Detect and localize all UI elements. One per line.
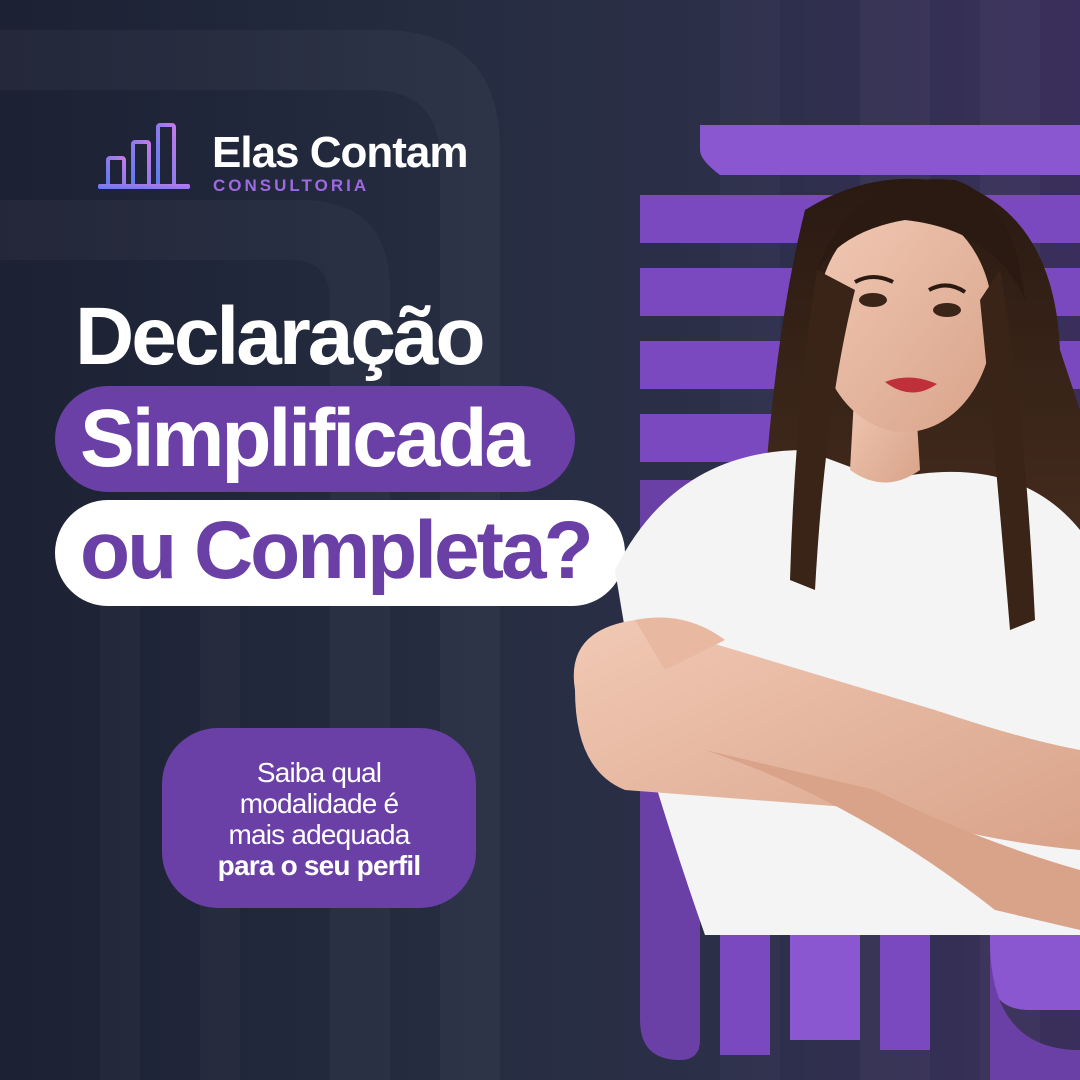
cta-line-3: mais adequada (228, 819, 410, 850)
cta-text (162, 757, 476, 881)
cta-line-1: Saiba qual (256, 757, 382, 788)
bar-chart-icon (96, 120, 192, 192)
brand-name: Elas Contam (212, 128, 468, 177)
brand-logo (96, 120, 476, 200)
woman-portrait-photo (555, 150, 1080, 935)
headline-line-3: ou Completa? (80, 505, 591, 596)
headline-line-2: Simplificada (80, 393, 528, 484)
cta-line-4: para o seu perfil (217, 850, 421, 881)
cta-line-2: modalidade é (239, 788, 399, 819)
headline-line-1: Declaração (75, 291, 483, 382)
brand-subtitle: CONSULTORIA (213, 176, 370, 195)
